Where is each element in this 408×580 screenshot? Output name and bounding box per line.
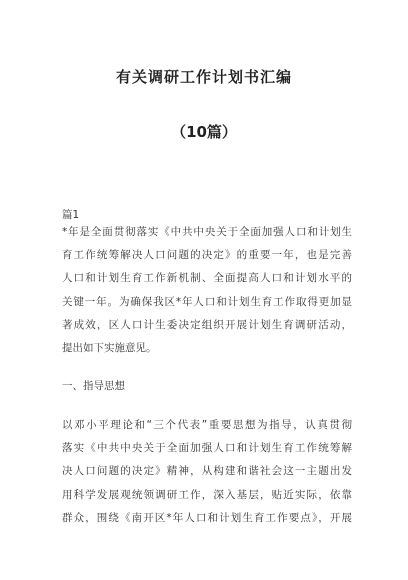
paragraph-line: 人口和计划生育工作新机制、全面提高人口和计划水平的 (62, 272, 352, 285)
document-title: 有关调研工作计划书汇编 (115, 68, 292, 86)
section-heading: 一、指导思想 (62, 380, 125, 392)
paragraph-line: 提出如下实施意见。 (62, 342, 157, 355)
paragraph-intro (62, 221, 352, 360)
paragraph-line: 决人口问题的决定》精神，从构建和谐社会这一主题出发 (62, 465, 352, 478)
paragraph-line: 用科学发展观统领调研工作，深入基层，贴近实际，依靠 (62, 488, 352, 501)
paragraph-line: 群众，围绕《南开区*年人口和计划生育工作要点》，开展 (62, 511, 352, 524)
section-label: 篇1 (62, 209, 80, 221)
paragraph-line: *年是全面贯彻落实《中共中央关于全面加强人口和计划生 (62, 226, 352, 238)
paragraph-line: 著成效，区人口计生委决定组织开展计划生育调研活动， (62, 318, 352, 331)
document-subtitle: （10篇） (171, 123, 237, 141)
paragraph-line: 育工作统筹解决人口问题的决定》的重要一年，也是完善 (62, 249, 352, 262)
paragraph-line: 落实《中共中央关于全面加强人口和计划生育工作统筹解 (62, 442, 352, 455)
paragraph-line: 以邓小平理论和“三个代表”重要思想为指导，认真贯彻 (62, 419, 352, 431)
paragraph-guiding-ideology (62, 414, 352, 530)
paragraph-line: 关键一年。为确保我区*年人口和计划生育工作取得更加显 (62, 295, 352, 308)
